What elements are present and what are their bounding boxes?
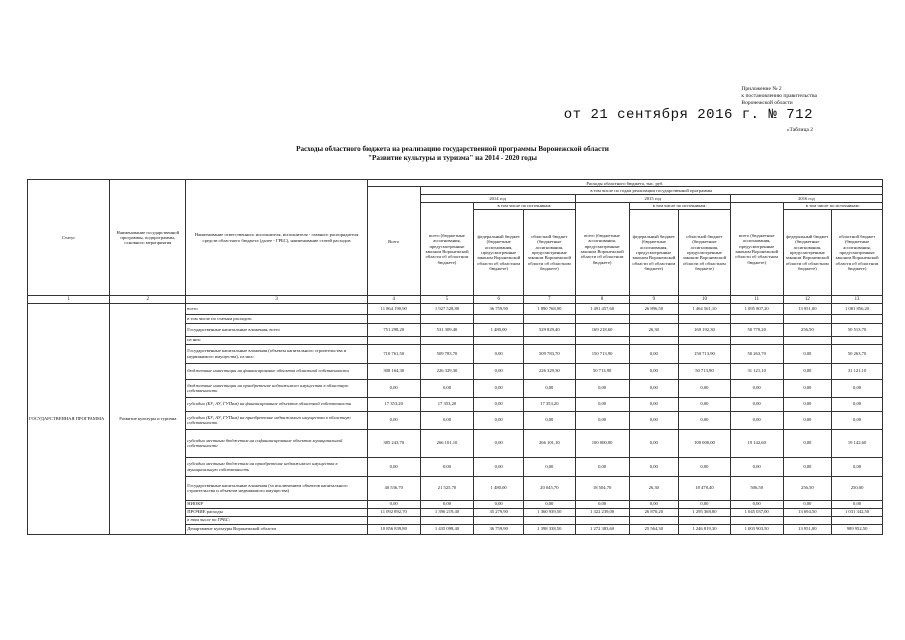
header-2015-total: всего (бюджетные ассигнования, предусмотренные законом Воронежской области об областном бюджете) — [575, 202, 629, 295]
value-cell: 0,00 — [474, 344, 524, 363]
value-cell — [367, 516, 420, 524]
value-cell: 0,00 — [523, 411, 575, 429]
program-name-cell: Развитие культуры и туризма — [110, 303, 186, 534]
title-line-2: "Развитие культуры и туризма" на 2014 - 2020 годы — [368, 154, 537, 162]
header-2016-total: всего (бюджетные ассигнования, предусмотренные законом Воронежской области об областном бюджете) — [730, 202, 783, 295]
value-cell: 0,00 — [575, 397, 629, 411]
value-cell: 36 759,90 — [474, 524, 524, 534]
value-cell: 0,00 — [575, 379, 629, 397]
value-cell: 19 142,60 — [730, 429, 783, 457]
value-cell — [575, 336, 629, 344]
value-cell — [420, 516, 474, 524]
value-cell: 26,30 — [629, 323, 679, 336]
row-label: бюджетные инвестиции на финансирование объектов областной собственности — [186, 363, 368, 379]
value-cell: 10 856 839,80 — [367, 524, 420, 534]
value-cell: 0,00 — [367, 500, 420, 508]
row-label: всего — [186, 303, 368, 314]
value-cell: 0,00 — [474, 411, 524, 429]
col-num: 13 — [832, 296, 883, 303]
value-cell: 1 295 368,80 — [679, 508, 731, 516]
header-year-2015: 2015 год — [575, 194, 730, 202]
value-cell — [730, 314, 783, 323]
value-cell: 35 279,90 — [474, 508, 524, 516]
value-cell — [629, 516, 679, 524]
value-cell: 17 353,20 — [367, 397, 420, 411]
row-label: Государственные капитальные вложения (за исключением объектов капитального строительства и объектов недвижимого имущества) — [186, 476, 368, 500]
header-2015-reg: областной бюджет (бюджетные ассигнования, предусмотренные законом Воронежской области об областном бюджете) — [679, 210, 731, 296]
value-cell: 0,00 — [730, 397, 783, 411]
value-cell — [832, 336, 883, 344]
value-cell: 0,00 — [474, 397, 524, 411]
value-cell: 26 896,50 — [629, 303, 679, 314]
header-total: Всего — [367, 187, 420, 296]
value-cell: 506,50 — [730, 476, 783, 500]
value-cell: 1 095 807,20 — [730, 303, 783, 314]
row-label: из них: — [186, 336, 368, 344]
value-cell: 26,30 — [629, 476, 679, 500]
value-cell — [367, 336, 420, 344]
header-2014-sources: в том числе по источникам: — [474, 202, 575, 209]
value-cell: 0,00 — [523, 379, 575, 397]
value-cell — [420, 336, 474, 344]
value-cell — [730, 516, 783, 524]
value-cell: 0,00 — [832, 411, 883, 429]
col-num: 12 — [783, 296, 832, 303]
header-group-sub: в том числе по годам реализации государственной программы — [420, 187, 882, 194]
col-num: 7 — [523, 296, 575, 303]
document-title — [0, 145, 905, 163]
col-num: 10 — [679, 296, 731, 303]
value-cell: 0,00 — [420, 379, 474, 397]
value-cell: 0,00 — [629, 411, 679, 429]
header-2016-fed: федеральный бюджет (бюджетные ассигнования, предусмотренные законом Воронежской области об областном бюджете) — [783, 210, 832, 296]
row-label: Государственные капитальные вложения (объекты капитального строительства и недвижимого имущества), из них: — [186, 344, 368, 363]
header-2014-fed: федеральный бюджет (бюджетные ассигнования, предусмотренные законом Воронежской области об областном бюджете) — [474, 210, 524, 296]
value-cell: 0,00 — [730, 457, 783, 476]
value-cell: 31 121,10 — [730, 363, 783, 379]
header-2014-reg: областной бюджет (бюджетные ассигнования, предусмотренные законом Воронежской области об областном бюджете) — [523, 210, 575, 296]
value-cell: 169 192,30 — [679, 323, 731, 336]
value-cell: 529 829,40 — [523, 323, 575, 336]
value-cell: 0,00 — [783, 429, 832, 457]
value-cell: 0,00 — [679, 457, 731, 476]
table-row — [28, 303, 883, 314]
value-cell — [783, 516, 832, 524]
value-cell: 50 713,90 — [575, 363, 629, 379]
value-cell: 509 783,70 — [420, 344, 474, 363]
value-cell — [523, 516, 575, 524]
value-cell: 0,00 — [679, 411, 731, 429]
value-cell: 0,00 — [474, 457, 524, 476]
col-num: 3 — [186, 296, 368, 303]
appendix-line-2: к постановлению правительства — [741, 93, 817, 99]
row-label: субсидии (БУ, АУ, ГУПам) на приобретение недвижимого имущества в областную собственность — [186, 411, 368, 429]
header-year-2016: 2016 год — [730, 194, 882, 202]
col-num: 9 — [629, 296, 679, 303]
value-cell: 1 890 768,90 — [523, 303, 575, 314]
row-label: НИОКР — [186, 500, 368, 508]
value-cell: 0,00 — [783, 379, 832, 397]
value-cell: 13 694,50 — [783, 508, 832, 516]
value-cell: 266 101,10 — [420, 429, 474, 457]
value-cell: 17 353,20 — [420, 397, 474, 411]
row-label: субсидии местным бюджетам на приобретение недвижимого имущества в муниципальную собственность — [186, 457, 368, 476]
decree-date: от 21 сентября 2016 г. № 712 — [563, 107, 813, 123]
value-cell: 989 952,50 — [832, 524, 883, 534]
value-cell — [730, 336, 783, 344]
header-group-top: Расходы областного бюджета, тыс. руб. — [367, 180, 882, 187]
value-cell: 1 398 338,50 — [523, 524, 575, 534]
value-cell: 0,00 — [783, 363, 832, 379]
value-cell: 1 246 819,30 — [679, 524, 731, 534]
value-cell: 385 243,70 — [367, 429, 420, 457]
value-cell — [629, 314, 679, 323]
value-cell: 0,00 — [629, 344, 679, 363]
value-cell — [629, 336, 679, 344]
value-cell: 0,00 — [832, 500, 883, 508]
value-cell: 150 713,90 — [679, 344, 731, 363]
value-cell: 0,00 — [783, 397, 832, 411]
value-cell: 0,00 — [523, 500, 575, 508]
value-cell: 308 164,30 — [367, 363, 420, 379]
value-cell: 0,00 — [367, 457, 420, 476]
value-cell: 100 000,00 — [575, 429, 629, 457]
col-num: 6 — [474, 296, 524, 303]
header-year-2014: 2014 год — [420, 194, 575, 202]
row-label: субсидии (БУ, АУ, ГУПам) на финансирование объектов областной собственности — [186, 397, 368, 411]
value-cell: 0,00 — [629, 457, 679, 476]
col-num: 1 — [28, 296, 110, 303]
value-cell: 0,00 — [420, 457, 474, 476]
expenses-table — [27, 179, 883, 535]
header-2016-reg: областной бюджет (бюджетные ассигнования, предусмотренные законом Воронежской области об областном бюджете) — [832, 210, 883, 296]
value-cell: 0,00 — [730, 411, 783, 429]
value-cell: 531 309,40 — [420, 323, 474, 336]
value-cell: 0,00 — [367, 411, 420, 429]
row-label: в том числе по ГРБС: — [186, 516, 368, 524]
col-num: 5 — [420, 296, 474, 303]
row-label: бюджетные инвестиции на приобретение недвижимого имущества в областную собственность — [186, 379, 368, 397]
value-cell — [832, 516, 883, 524]
value-cell: 226 329,30 — [523, 363, 575, 379]
value-cell: 0,00 — [474, 379, 524, 397]
value-cell: 150 713,90 — [575, 344, 629, 363]
header-status: Статус — [28, 180, 110, 296]
value-cell: 0,00 — [575, 500, 629, 508]
value-cell: 751 298,20 — [367, 323, 420, 336]
value-cell — [679, 314, 731, 323]
value-cell: 13 951,00 — [783, 524, 832, 534]
value-cell: 250,00 — [832, 476, 883, 500]
row-label: Государственные капитальные вложения, всего — [186, 323, 368, 336]
appendix-line-3: Воронежской области — [741, 100, 793, 106]
value-cell: 50 263,70 — [832, 344, 883, 363]
value-cell: 50 713,90 — [679, 363, 731, 379]
value-cell: 20 045,70 — [523, 476, 575, 500]
value-cell — [474, 516, 524, 524]
value-cell: 0,00 — [783, 457, 832, 476]
value-cell: 0,00 — [832, 379, 883, 397]
value-cell: 0,00 — [629, 379, 679, 397]
header-2015-sources: в том числе по источникам: — [629, 202, 730, 209]
value-cell — [523, 336, 575, 344]
value-cell: 0,00 — [474, 429, 524, 457]
value-cell: 226 329,30 — [420, 363, 474, 379]
value-cell: 0,00 — [575, 457, 629, 476]
value-cell: 0,00 — [575, 411, 629, 429]
value-cell: 0,00 — [474, 363, 524, 379]
value-cell: 0,00 — [629, 500, 679, 508]
value-cell: 26 870,20 — [629, 508, 679, 516]
value-cell: 1 003 903,50 — [730, 524, 783, 534]
value-cell: 31 121,10 — [832, 363, 883, 379]
value-cell: 1 081 856,20 — [832, 303, 883, 314]
value-cell: 1 491 457,60 — [575, 303, 629, 314]
row-label: субсидии местным бюджетам на софинансирование объектов муниципальной собственности — [186, 429, 368, 457]
header-executor: Наименование ответственного исполнителя, исполнителя - главного распорядителя средств областного бюджета (далее - ГРБС), наименование статей расходов — [186, 180, 368, 296]
value-cell: 1 396 219,40 — [420, 508, 474, 516]
value-cell: 1 927 528,80 — [420, 303, 474, 314]
value-cell: 11 092 892,70 — [367, 508, 420, 516]
value-cell: 0,00 — [679, 379, 731, 397]
value-cell: 0,00 — [832, 457, 883, 476]
value-cell: 509 783,70 — [523, 344, 575, 363]
value-cell: 18 478,40 — [679, 476, 731, 500]
value-cell — [783, 314, 832, 323]
col-num: 8 — [575, 296, 629, 303]
value-cell: 1 031 342,50 — [832, 508, 883, 516]
value-cell: 1 480,00 — [474, 323, 524, 336]
value-cell — [679, 516, 731, 524]
col-num: 11 — [730, 296, 783, 303]
value-cell — [575, 516, 629, 524]
value-cell: 1 322 239,00 — [575, 508, 629, 516]
value-cell — [783, 336, 832, 344]
value-cell — [679, 336, 731, 344]
value-cell: 17 353,20 — [523, 397, 575, 411]
value-cell: 40 536,70 — [367, 476, 420, 500]
header-name: Наименование государственной программы, подпрограммы, основного мероприятия — [110, 180, 186, 296]
value-cell — [575, 314, 629, 323]
value-cell: 50 263,70 — [730, 344, 783, 363]
value-cell: 0,00 — [783, 411, 832, 429]
value-cell: 1 272 383,60 — [575, 524, 629, 534]
value-cell: 0,00 — [629, 397, 679, 411]
value-cell: 18 504,70 — [575, 476, 629, 500]
value-cell — [474, 336, 524, 344]
value-cell: 1 480,00 — [474, 476, 524, 500]
value-cell: 25 564,30 — [629, 524, 679, 534]
value-cell — [832, 314, 883, 323]
value-cell: 169 218,60 — [575, 323, 629, 336]
value-cell: 100 000,00 — [679, 429, 731, 457]
value-cell: 0,00 — [730, 500, 783, 508]
value-cell — [367, 314, 420, 323]
col-num: 4 — [367, 296, 420, 303]
value-cell: 13 951,00 — [783, 303, 832, 314]
value-cell: 0,00 — [420, 411, 474, 429]
value-cell: 256,50 — [783, 476, 832, 500]
column-number-row — [28, 296, 883, 303]
status-cell: ГОСУДАРСТВЕННАЯ ПРОГРАММА — [28, 303, 110, 534]
value-cell: 21 525,70 — [420, 476, 474, 500]
value-cell: 0,00 — [730, 379, 783, 397]
col-num: 2 — [110, 296, 186, 303]
row-label: Департамент культуры Воронежской области — [186, 524, 368, 534]
header-2016-sources: в том числе по источникам: — [783, 202, 882, 209]
value-cell: 0,00 — [474, 500, 524, 508]
value-cell: 256,50 — [783, 323, 832, 336]
row-label: в том числе по статьям расходов: — [186, 314, 368, 323]
value-cell: 1 045 037,00 — [730, 508, 783, 516]
table-label: «Таблица 2 — [786, 127, 813, 133]
value-cell: 11 864 190,90 — [367, 303, 420, 314]
value-cell: 0,00 — [420, 500, 474, 508]
value-cell: 0,00 — [783, 344, 832, 363]
value-cell: 1 360 939,50 — [523, 508, 575, 516]
value-cell — [474, 314, 524, 323]
appendix-line-1: Приложение № 2 — [741, 86, 782, 92]
title-line-1: Расходы областного бюджета на реализацию государственной программы Воронежской области — [296, 145, 609, 153]
value-cell: 0,00 — [629, 363, 679, 379]
value-cell: 710 761,50 — [367, 344, 420, 363]
value-cell — [420, 314, 474, 323]
row-label: ПРОЧИЕ расходы — [186, 508, 368, 516]
value-cell — [523, 314, 575, 323]
value-cell: 19 142,60 — [832, 429, 883, 457]
value-cell: 0,00 — [523, 457, 575, 476]
value-cell: 266 101,10 — [523, 429, 575, 457]
value-cell: 36 759,90 — [474, 303, 524, 314]
value-cell: 1 464 561,10 — [679, 303, 731, 314]
value-cell: 0,00 — [679, 397, 731, 411]
value-cell: 0,00 — [783, 500, 832, 508]
value-cell: 0,00 — [679, 500, 731, 508]
value-cell: 0,00 — [832, 397, 883, 411]
header-2015-fed: федеральный бюджет (бюджетные ассигнования, предусмотренные законом Воронежской области об областном бюджете) — [629, 210, 679, 296]
value-cell: 1 435 098,40 — [420, 524, 474, 534]
value-cell: 0,00 — [367, 379, 420, 397]
value-cell: 50 513,70 — [832, 323, 883, 336]
header-2014-total: всего (бюджетные ассигнования, предусмотренные законом Воронежской области об областном бюджете) — [420, 202, 474, 295]
value-cell: 50 770,20 — [730, 323, 783, 336]
value-cell: 0,00 — [629, 429, 679, 457]
appendix-note — [741, 86, 817, 107]
